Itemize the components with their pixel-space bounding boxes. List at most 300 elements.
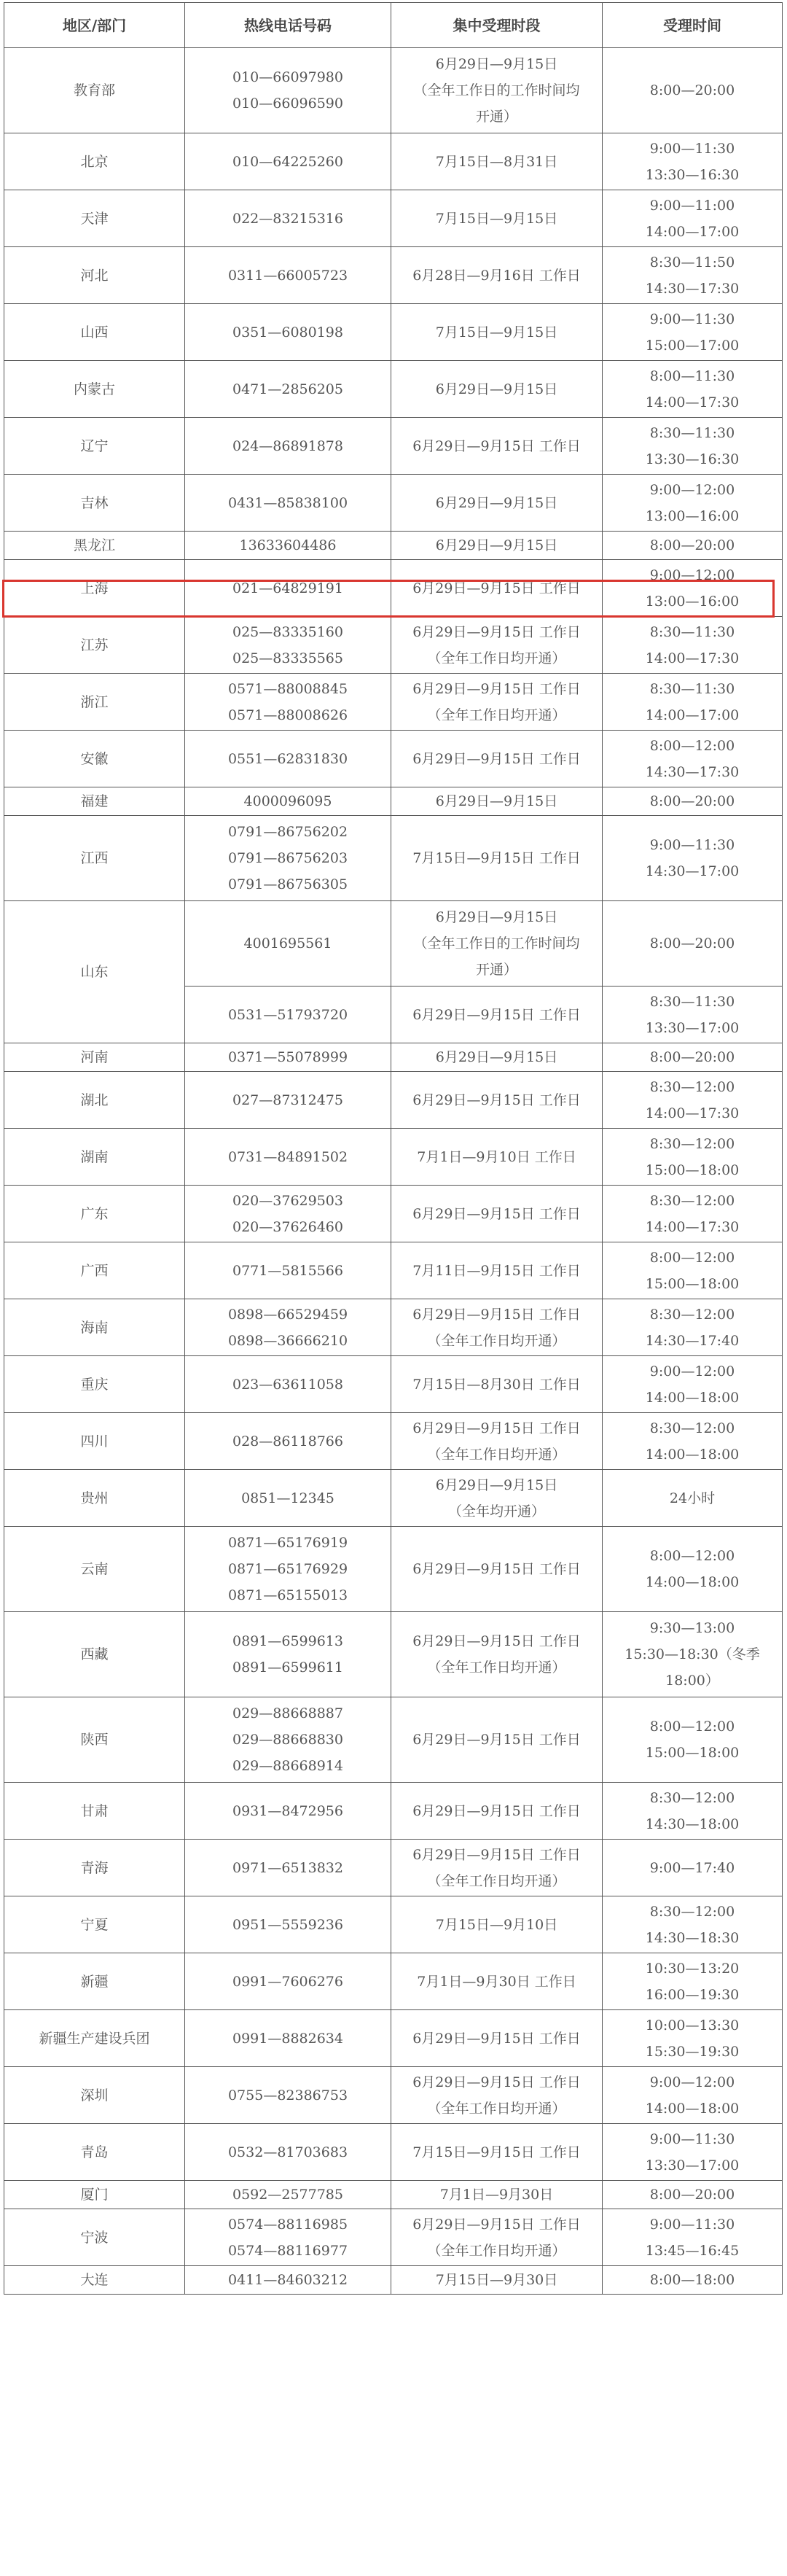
- period-cell: [391, 2067, 603, 2124]
- phone-cell: [185, 2181, 391, 2209]
- hours-cell: [603, 190, 783, 247]
- hours-cell-line: 13:30—16:30: [645, 451, 740, 467]
- header-period: 集中受理时段: [391, 3, 603, 48]
- phone-cell: [185, 1043, 391, 1072]
- phone-cell-line: 0871—65176929: [227, 1561, 348, 1577]
- hours-cell-line: 9:30—13:00: [649, 1620, 735, 1636]
- table-row: [4, 2209, 783, 2266]
- phone-cell-line: 027—87312475: [232, 1092, 343, 1108]
- hours-cell-line: 14:30—17:30: [645, 763, 740, 780]
- phone-cell: [185, 1356, 391, 1413]
- region-cell: 厦门: [4, 2181, 185, 2209]
- table-row: [4, 1612, 783, 1697]
- hours-cell-line: 14:00—17:30: [645, 650, 740, 666]
- region-cell: 新疆: [4, 1953, 185, 2010]
- period-cell-line: 6月29日—9月15日: [435, 381, 558, 397]
- header-phone: 热线电话号码: [185, 3, 391, 48]
- hours-cell: [603, 1413, 783, 1470]
- phone-cell-line: 0898—36666210: [227, 1332, 348, 1349]
- phone-cell: [185, 1527, 391, 1612]
- hours-cell-line: 13:00—16:00: [645, 507, 740, 524]
- region-cell: 海南: [4, 1299, 185, 1356]
- phone-cell-line: 0571—88008626: [227, 707, 348, 723]
- phone-cell-line: 0731—84891502: [227, 1148, 348, 1165]
- hours-cell-line: 14:00—17:30: [645, 1218, 740, 1235]
- region-cell: 湖北: [4, 1072, 185, 1129]
- phone-cell-line: 0551—62831830: [227, 750, 348, 767]
- hours-cell: [603, 475, 783, 532]
- period-cell-line: 7月15日—9月15日: [435, 324, 558, 341]
- hours-cell-line: 14:00—18:00: [645, 1446, 740, 1463]
- phone-cell-line: 0574—88116977: [227, 2242, 348, 2259]
- phone-cell-line: 0411—84603212: [227, 2272, 348, 2288]
- hours-cell: [603, 787, 783, 816]
- phone-cell: [185, 1470, 391, 1527]
- hours-cell: [603, 361, 783, 418]
- hours-cell-line: 8:30—12:00: [649, 1420, 735, 1436]
- phone-cell-line: 020—37626460: [232, 1218, 343, 1235]
- phone-cell-line: 0871—65176919: [227, 1535, 348, 1551]
- hotline-table: [4, 2, 783, 2295]
- hours-cell: [603, 1896, 783, 1953]
- period-cell: [391, 1896, 603, 1953]
- period-cell-line: 6月29日—9月15日 工作日: [412, 437, 581, 454]
- period-cell: [391, 48, 603, 133]
- hours-cell-line: 9:00—12:00: [649, 481, 735, 498]
- hours-cell-line: 8:00—12:00: [649, 1548, 735, 1564]
- period-cell-line: 7月1日—9月30日: [439, 2187, 554, 2203]
- header-region: 地区/部门: [4, 3, 185, 48]
- hours-cell: [603, 1356, 783, 1413]
- period-cell: [391, 674, 603, 731]
- table-row: [4, 1186, 783, 1242]
- period-cell-line: 7月15日—9月30日: [435, 2272, 558, 2288]
- phone-cell-line: 0532—81703683: [227, 2144, 348, 2160]
- phone-cell-line: 024—86891878: [232, 437, 343, 454]
- period-cell-line: 6月29日—9月15日 工作日: [412, 680, 581, 697]
- hours-cell-line: 8:30—11:30: [649, 424, 735, 441]
- table-row: [4, 2067, 783, 2124]
- period-cell-line: 6月29日—9月15日 工作日: [412, 623, 581, 640]
- table-row: [4, 2124, 783, 2181]
- period-cell-line: 6月29日—9月15日: [435, 909, 558, 925]
- region-cell: 内蒙古: [4, 361, 185, 418]
- hours-cell-line: 9:00—11:30: [649, 837, 735, 853]
- hours-cell: [603, 901, 783, 987]
- hours-cell-line: 15:30—19:30: [645, 2043, 740, 2060]
- region-cell: 宁夏: [4, 1896, 185, 1953]
- period-cell: [391, 1413, 603, 1470]
- region-cell: 天津: [4, 190, 185, 247]
- period-cell: [391, 247, 603, 304]
- hours-cell-line: 13:30—17:00: [645, 1019, 740, 1036]
- period-cell: [391, 1783, 603, 1840]
- period-cell-line: （全年工作日均开通）: [427, 1332, 566, 1349]
- hours-cell-line: 15:30—18:30（冬季: [624, 1646, 760, 1662]
- hours-cell: [603, 2181, 783, 2209]
- region-cell: 宁波: [4, 2209, 185, 2266]
- period-cell-line: 6月29日—9月15日 工作日: [412, 1846, 581, 1863]
- phone-cell-line: 0791—86756305: [227, 876, 348, 892]
- period-cell-line: 6月29日—9月15日 工作日: [412, 1006, 581, 1023]
- phone-cell: [185, 532, 391, 560]
- hours-cell-line: 14:00—18:00: [645, 1574, 740, 1590]
- table-row: [4, 1953, 783, 2010]
- period-cell-line: 7月15日—9月15日 工作日: [412, 850, 581, 866]
- hours-cell-line: 9:00—12:00: [649, 1363, 735, 1380]
- region-cell: 上海: [4, 560, 185, 617]
- phone-cell: [185, 2010, 391, 2067]
- hours-cell-line: 9:00—17:40: [649, 1859, 735, 1876]
- region-cell: 山西: [4, 304, 185, 361]
- phone-cell: [185, 1953, 391, 2010]
- hours-cell-line: 14:30—18:30: [645, 1929, 740, 1946]
- table-row: [4, 1783, 783, 1840]
- hours-cell-line: 14:00—17:00: [645, 707, 740, 723]
- period-cell-line: 7月1日—9月10日 工作日: [417, 1148, 576, 1165]
- phone-cell: [185, 1413, 391, 1470]
- region-cell: 北京: [4, 133, 185, 190]
- hours-cell-line: 8:30—12:00: [649, 1192, 735, 1209]
- hours-cell: [603, 418, 783, 475]
- phone-cell-line: 0991—7606276: [232, 1973, 343, 1990]
- phone-cell: [185, 731, 391, 787]
- period-cell-line: 6月29日—9月15日: [435, 494, 558, 511]
- table-row: [4, 1527, 783, 1612]
- hours-cell-line: 8:30—12:00: [649, 1306, 735, 1323]
- table-row: [4, 190, 783, 247]
- hours-cell-line: 14:30—17:30: [645, 280, 740, 297]
- table-row: [4, 1470, 783, 1527]
- period-cell-line: 7月15日—9月10日: [435, 1916, 558, 1933]
- period-cell-line: 6月29日—9月15日 工作日: [412, 1561, 581, 1577]
- period-cell: [391, 1186, 603, 1242]
- phone-cell-line: 0571—88008845: [227, 680, 348, 697]
- region-cell: 教育部: [4, 48, 185, 133]
- phone-cell: [185, 816, 391, 901]
- hours-cell: [603, 1299, 783, 1356]
- hours-cell-line: 8:30—11:30: [649, 623, 735, 640]
- region-cell: 山东: [4, 901, 185, 1043]
- hours-cell: [603, 48, 783, 133]
- period-cell: [391, 2181, 603, 2209]
- period-cell: [391, 787, 603, 816]
- phone-cell-line: 0592—2577785: [232, 2187, 343, 2203]
- table-row: [4, 1356, 783, 1413]
- phone-cell: [185, 190, 391, 247]
- table-row: [4, 674, 783, 731]
- period-cell-line: 6月29日—9月15日: [435, 56, 558, 72]
- period-cell: [391, 475, 603, 532]
- phone-cell: [185, 361, 391, 418]
- hours-cell-line: 15:00—18:00: [645, 1275, 740, 1292]
- period-cell-line: 6月29日—9月15日: [435, 1476, 558, 1493]
- period-cell: [391, 987, 603, 1043]
- table-row: [4, 304, 783, 361]
- region-cell: 青海: [4, 1840, 185, 1896]
- phone-cell-line: 010—64225260: [232, 153, 343, 170]
- period-cell: [391, 1072, 603, 1129]
- hours-cell-line: 9:00—11:30: [649, 2131, 735, 2147]
- table-row: [4, 901, 783, 987]
- hours-cell-line: 9:00—11:30: [649, 140, 735, 157]
- region-cell: 辽宁: [4, 418, 185, 475]
- period-cell: [391, 133, 603, 190]
- table-row: [4, 2266, 783, 2295]
- table-row: [4, 1697, 783, 1783]
- period-cell: [391, 731, 603, 787]
- period-cell-line: （全年工作日均开通）: [427, 707, 566, 723]
- period-cell: [391, 2010, 603, 2067]
- phone-cell: [185, 787, 391, 816]
- period-cell: [391, 1043, 603, 1072]
- period-cell: [391, 2124, 603, 2181]
- hours-cell-line: 8:30—12:00: [649, 1078, 735, 1095]
- table-row: [4, 2181, 783, 2209]
- table-row: [4, 133, 783, 190]
- period-cell: [391, 2209, 603, 2266]
- table-row: [4, 1413, 783, 1470]
- period-cell: [391, 1299, 603, 1356]
- period-cell: [391, 1356, 603, 1413]
- hours-cell: [603, 2209, 783, 2266]
- period-cell: [391, 617, 603, 674]
- period-cell-line: （全年工作日均开通）: [427, 1872, 566, 1889]
- table-row: [4, 2010, 783, 2067]
- period-cell: [391, 1953, 603, 2010]
- region-cell: 广西: [4, 1242, 185, 1299]
- phone-cell: [185, 2209, 391, 2266]
- period-cell: [391, 901, 603, 987]
- table-row: [4, 560, 783, 617]
- period-cell-line: 6月29日—9月15日 工作日: [412, 2074, 581, 2090]
- region-cell: 深圳: [4, 2067, 185, 2124]
- hours-cell-line: 8:30—12:00: [649, 1903, 735, 1920]
- phone-cell: [185, 2124, 391, 2181]
- hours-cell: [603, 1783, 783, 1840]
- period-cell-line: （全年工作日均开通）: [427, 650, 566, 666]
- phone-cell: [185, 1612, 391, 1697]
- hours-cell-line: 10:00—13:30: [645, 2017, 740, 2034]
- phone-cell: [185, 418, 391, 475]
- phone-cell-line: 0791—86756202: [227, 824, 348, 840]
- hours-cell-line: 8:00—11:30: [649, 367, 735, 384]
- table-row: [4, 418, 783, 475]
- hours-cell: [603, 133, 783, 190]
- hours-cell-line: 8:00—12:00: [649, 1719, 735, 1735]
- hours-cell-line: 8:00—20:00: [649, 2187, 735, 2203]
- hours-cell-line: 8:00—20:00: [649, 82, 735, 98]
- period-cell: [391, 1697, 603, 1783]
- hours-cell-line: 8:30—11:30: [649, 680, 735, 697]
- hours-cell-line: 15:00—18:00: [645, 1161, 740, 1178]
- period-cell-line: 7月1日—9月30日 工作日: [417, 1973, 576, 1990]
- period-cell-line: 6月29日—9月15日 工作日: [412, 750, 581, 767]
- hours-cell-line: 8:30—11:30: [649, 993, 735, 1010]
- phone-cell: [185, 1242, 391, 1299]
- period-cell: [391, 1129, 603, 1186]
- phone-cell: [185, 1186, 391, 1242]
- table-row: [4, 1840, 783, 1896]
- period-cell: [391, 816, 603, 901]
- phone-cell-line: 029—88668830: [232, 1732, 343, 1748]
- phone-cell-line: 0371—55078999: [227, 1049, 348, 1065]
- table-row: [4, 247, 783, 304]
- period-cell-line: 6月29日—9月15日: [435, 1049, 558, 1065]
- hours-cell-line: 8:00—20:00: [649, 537, 735, 553]
- phone-cell-line: 0471—2856205: [232, 381, 343, 397]
- phone-cell-line: 0851—12345: [241, 1490, 334, 1506]
- phone-cell: [185, 2067, 391, 2124]
- region-cell: 贵州: [4, 1470, 185, 1527]
- phone-cell: [185, 1129, 391, 1186]
- period-cell-line: （全年工作日均开通）: [427, 2100, 566, 2117]
- period-cell-line: 6月29日—9月15日 工作日: [412, 1802, 581, 1819]
- hours-cell: [603, 617, 783, 674]
- period-cell-line: （全年工作日的工作时间均: [413, 82, 580, 98]
- phone-cell-line: 0971—6513832: [232, 1859, 343, 1876]
- hours-cell: [603, 532, 783, 560]
- period-cell-line: 6月29日—9月15日 工作日: [412, 2216, 581, 2233]
- phone-cell: [185, 901, 391, 987]
- phone-cell-line: 0431—85838100: [227, 494, 348, 511]
- phone-cell-line: 0951—5559236: [232, 1916, 343, 1933]
- hours-cell: [603, 731, 783, 787]
- phone-cell-line: 025—83335160: [232, 623, 343, 640]
- phone-cell: [185, 475, 391, 532]
- region-cell: 河南: [4, 1043, 185, 1072]
- hours-cell: [603, 1470, 783, 1527]
- hours-cell: [603, 1186, 783, 1242]
- phone-cell-line: 0898—66529459: [227, 1306, 348, 1323]
- hours-cell-line: 8:00—20:00: [649, 1049, 735, 1065]
- region-cell: 河北: [4, 247, 185, 304]
- hours-cell-line: 13:00—16:00: [645, 593, 740, 610]
- hours-cell-line: 13:45—16:45: [645, 2242, 740, 2259]
- region-cell: 四川: [4, 1413, 185, 1470]
- phone-cell: [185, 987, 391, 1043]
- phone-cell-line: 0771—5815566: [232, 1262, 343, 1279]
- hours-cell-line: 14:30—17:00: [645, 863, 740, 879]
- phone-cell-line: 4000096095: [243, 793, 332, 809]
- phone-cell: [185, 1783, 391, 1840]
- region-cell: 陕西: [4, 1697, 185, 1783]
- phone-cell: [185, 48, 391, 133]
- phone-cell-line: 0755—82386753: [227, 2087, 348, 2104]
- table-row: [4, 475, 783, 532]
- phone-cell-line: 0871—65155013: [227, 1587, 348, 1603]
- phone-cell: [185, 247, 391, 304]
- phone-cell: [185, 1299, 391, 1356]
- period-cell-line: 开通）: [475, 109, 517, 125]
- region-cell: 云南: [4, 1527, 185, 1612]
- hours-cell: [603, 1043, 783, 1072]
- hours-cell-line: 14:00—18:00: [645, 2100, 740, 2117]
- table-row: [4, 787, 783, 816]
- period-cell-line: （全年工作日均开通）: [427, 1659, 566, 1676]
- table-row: [4, 48, 783, 133]
- phone-cell-line: 0991—8882634: [232, 2030, 343, 2047]
- hours-cell-line: 13:30—16:30: [645, 166, 740, 183]
- region-cell: 黑龙江: [4, 532, 185, 560]
- hours-cell-line: 8:30—12:00: [649, 1135, 735, 1152]
- hours-cell: [603, 1129, 783, 1186]
- hours-cell-line: 9:00—11:00: [649, 197, 735, 214]
- period-cell-line: 7月15日—8月30日 工作日: [412, 1376, 581, 1393]
- hours-cell: [603, 304, 783, 361]
- hours-cell: [603, 674, 783, 731]
- table-row: [4, 1299, 783, 1356]
- phone-cell-line: 0891—6599611: [232, 1659, 343, 1676]
- period-cell: [391, 361, 603, 418]
- region-cell: 广东: [4, 1186, 185, 1242]
- hours-cell-line: 8:00—20:00: [649, 793, 735, 809]
- hours-cell-line: 9:00—11:30: [649, 2216, 735, 2233]
- region-cell: 大连: [4, 2266, 185, 2295]
- hours-cell-line: 8:30—12:00: [649, 1789, 735, 1806]
- phone-cell: [185, 304, 391, 361]
- phone-cell-line: 13633604486: [239, 537, 337, 553]
- period-cell: [391, 190, 603, 247]
- phone-cell-line: 029—88668887: [232, 1705, 343, 1721]
- region-cell: 甘肃: [4, 1783, 185, 1840]
- hours-cell-line: 14:00—17:30: [645, 394, 740, 410]
- table-row: [4, 1129, 783, 1186]
- phone-cell: [185, 1896, 391, 1953]
- region-cell: 湖南: [4, 1129, 185, 1186]
- hours-cell-line: 24小时: [669, 1490, 716, 1506]
- hours-cell-line: 14:30—18:00: [645, 1816, 740, 1832]
- hours-cell: [603, 1242, 783, 1299]
- period-cell-line: 6月29日—9月15日 工作日: [412, 1633, 581, 1649]
- period-cell: [391, 418, 603, 475]
- phone-cell-line: 0891—6599613: [232, 1633, 343, 1649]
- table-body: [4, 48, 783, 2295]
- phone-cell-line: 028—86118766: [232, 1433, 343, 1450]
- hours-cell: [603, 2010, 783, 2067]
- hours-cell-line: 14:00—17:30: [645, 1105, 740, 1121]
- phone-cell-line: 010—66096590: [232, 96, 343, 112]
- hours-cell-line: 16:00—19:30: [645, 1986, 740, 2003]
- hours-cell-line: 14:00—18:00: [645, 1389, 740, 1406]
- period-cell: [391, 1612, 603, 1697]
- phone-cell-line: 0574—88116985: [227, 2216, 348, 2233]
- region-cell: 浙江: [4, 674, 185, 731]
- hours-cell-line: 14:00—17:00: [645, 223, 740, 240]
- period-cell-line: 7月15日—9月15日: [435, 210, 558, 227]
- region-cell: 安徽: [4, 731, 185, 787]
- table-row: [4, 361, 783, 418]
- region-cell: 江苏: [4, 617, 185, 674]
- table-row: [4, 1896, 783, 1953]
- hours-cell: [603, 1697, 783, 1783]
- period-cell-line: 6月29日—9月15日 工作日: [412, 1205, 581, 1222]
- period-cell-line: 6月29日—9月15日 工作日: [412, 580, 581, 596]
- phone-cell: [185, 674, 391, 731]
- period-cell: [391, 560, 603, 617]
- region-cell: 西藏: [4, 1612, 185, 1697]
- table-row: [4, 1242, 783, 1299]
- period-cell-line: 6月29日—9月15日: [435, 793, 558, 809]
- period-cell-line: 6月29日—9月15日 工作日: [412, 1732, 581, 1748]
- period-cell-line: 7月15日—9月15日 工作日: [412, 2144, 581, 2160]
- period-cell-line: （全年均开通）: [447, 1503, 545, 1519]
- period-cell-line: 7月11日—9月15日 工作日: [412, 1262, 581, 1279]
- region-cell: 新疆生产建设兵团: [4, 2010, 185, 2067]
- hours-cell: [603, 987, 783, 1043]
- period-cell-line: 6月29日—9月15日 工作日: [412, 2030, 581, 2047]
- table-row: [4, 1043, 783, 1072]
